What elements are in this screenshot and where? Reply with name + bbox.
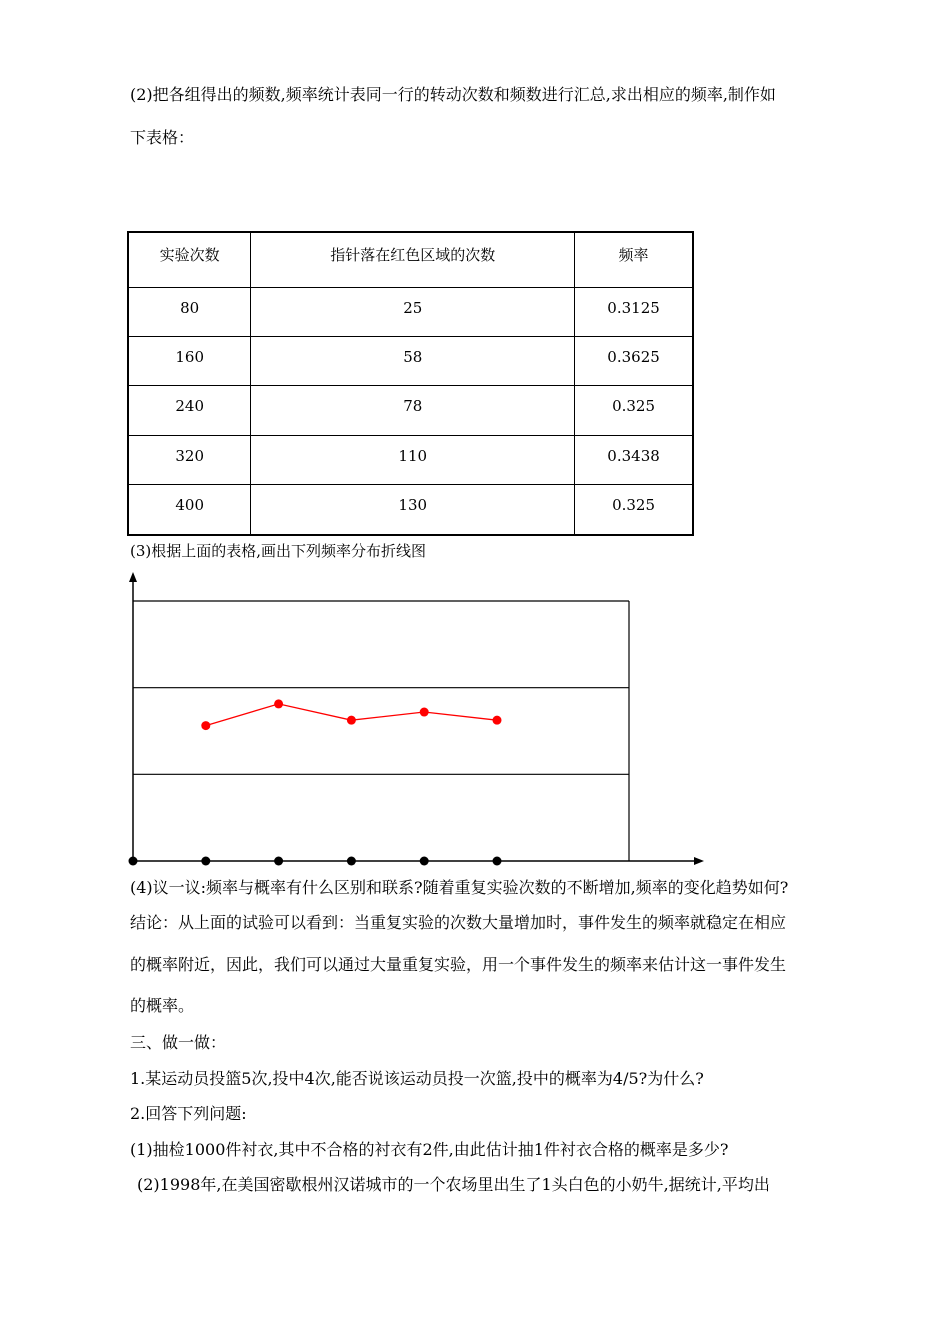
header-trials: 实验次数	[128, 232, 251, 287]
header-frequency: 频率	[575, 232, 693, 287]
table-row	[128, 336, 693, 385]
question-2-part-1: (1)抽检1000件衬衣,其中不合格的衬衣有2件,由此估计抽1件衬衣合格的概率是多少?	[130, 1140, 729, 1159]
table-cell: 160	[128, 336, 251, 385]
table-cell: 0.3438	[575, 435, 693, 484]
table-row	[128, 435, 693, 484]
question-1: 1.某运动员投篮5次,投中4次,能否说该运动员投一次篮,投中的概率为4/5?为什么?	[130, 1069, 704, 1088]
x-tick-point	[274, 857, 283, 866]
frequency-line-chart	[118, 568, 718, 872]
data-point	[347, 716, 356, 725]
origin-point	[129, 857, 138, 866]
data-point	[420, 708, 429, 717]
table-cell: 58	[251, 336, 575, 385]
table-cell: 0.3125	[575, 287, 693, 336]
paragraph-2-line-2: 下表格：	[130, 128, 195, 147]
x-tick-point	[493, 857, 502, 866]
table-cell: 0.325	[575, 386, 693, 435]
question-2: 2.回答下列问题:	[130, 1104, 247, 1123]
table-row	[128, 287, 693, 336]
table-cell: 0.325	[575, 485, 693, 535]
question-2-part-2: (2)1998年,在美国密歇根州汉诺城市的一个农场里出生了1头白色的小奶牛,据统计,平均出	[137, 1175, 770, 1194]
table-cell: 240	[128, 386, 251, 435]
table-row	[128, 386, 693, 435]
data-point	[493, 716, 502, 725]
data-point	[274, 699, 283, 708]
table-cell: 80	[128, 287, 251, 336]
table-cell: 400	[128, 485, 251, 535]
x-tick-point	[201, 857, 210, 866]
paragraph-2-line-1: (2)把各组得出的频数,频率统计表同一行的转动次数和频数进行汇总,求出相应的频率,制作如	[130, 85, 776, 104]
conclusion-line-3: 的概率。	[130, 996, 195, 1015]
conclusion-line-2: 的概率附近，因此，我们可以通过大量重复实验，用一个事件发生的频率来估计这一事件发生	[130, 955, 787, 974]
table-cell: 130	[251, 485, 575, 535]
table-cell: 25	[251, 287, 575, 336]
x-axis-arrow	[694, 857, 704, 865]
table-cell: 320	[128, 435, 251, 484]
y-axis-arrow	[129, 572, 137, 582]
table-row	[128, 485, 693, 535]
frequency-table	[127, 231, 694, 536]
table-cell: 0.3625	[575, 336, 693, 385]
paragraph-4: (4)议一议:频率与概率有什么区别和联系?随着重复实验次数的不断增加,频率的变化趋势如何?	[130, 878, 789, 897]
table-header-row	[128, 232, 693, 287]
x-tick-point	[420, 857, 429, 866]
section-3-heading: 三、做一做：	[130, 1033, 227, 1052]
data-point	[201, 721, 210, 730]
x-tick-point	[347, 857, 356, 866]
table-cell: 78	[251, 386, 575, 435]
paragraph-3: (3)根据上面的表格,画出下列频率分布折线图	[130, 542, 427, 560]
conclusion-line-1: 结论：从上面的试验可以看到：当重复实验的次数大量增加时，事件发生的频率就稳定在相应	[130, 913, 787, 932]
header-red-count: 指针落在红色区域的次数	[251, 232, 575, 287]
table-cell: 110	[251, 435, 575, 484]
